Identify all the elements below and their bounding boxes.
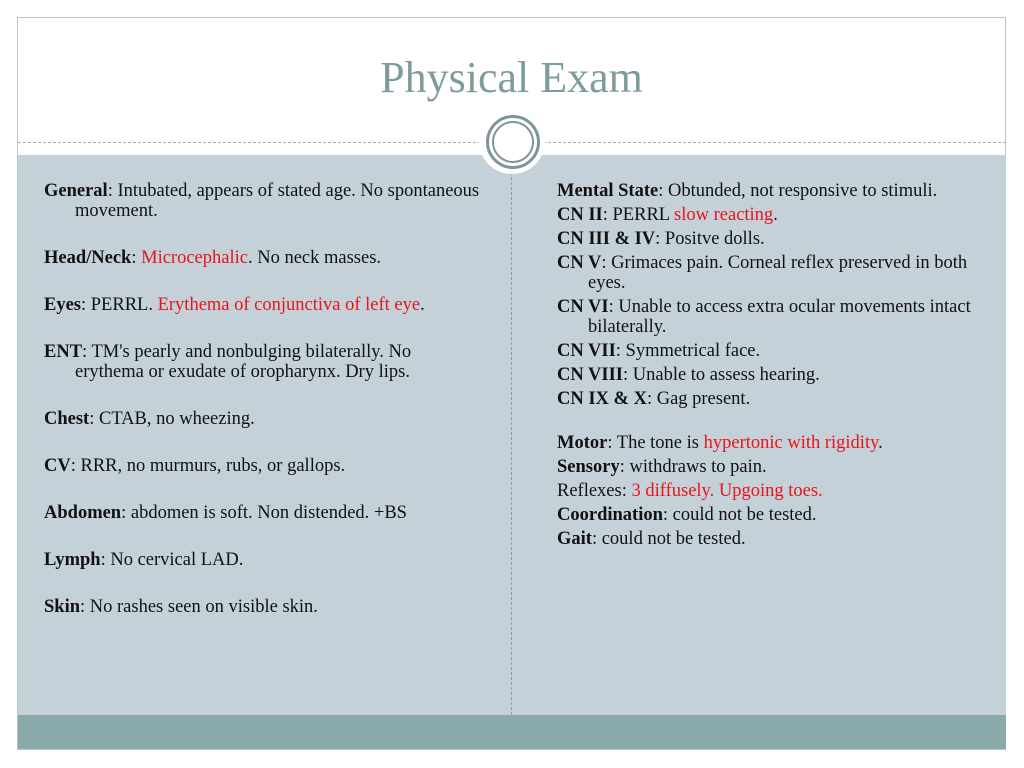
- finding-highlight: Microcephalic: [141, 248, 248, 268]
- exam-item-text: : RRR, no murmurs, rubs, or gallops.: [70, 456, 346, 476]
- inner-ring-icon: [492, 121, 534, 163]
- exam-item-ent: [44, 342, 484, 382]
- exam-item-label: CN VIII: [557, 365, 623, 385]
- exam-item-label: Skin: [44, 597, 81, 617]
- exam-item-text: : Positve dolls.: [655, 229, 765, 249]
- exam-item-motor: [557, 433, 987, 453]
- exam-item-text: .: [773, 205, 778, 225]
- exam-item-cn-vi: [557, 297, 987, 337]
- exam-item-gait: [557, 529, 987, 549]
- exam-item-cv: [44, 456, 484, 476]
- exam-item-label: CN VI: [557, 297, 609, 317]
- column-divider: [511, 172, 512, 715]
- exam-item-label: Coordination: [557, 505, 663, 525]
- exam-item-text: :: [131, 248, 142, 268]
- exam-item-label: CN IX & X: [557, 389, 647, 409]
- exam-item-text: : PERRL: [602, 205, 675, 225]
- finding-highlight: slow reacting: [674, 205, 774, 225]
- exam-item-reflexes: [557, 481, 987, 501]
- finding-highlight: 3 diffusely. Upgoing toes.: [631, 481, 823, 501]
- exam-item-label: CV: [44, 456, 71, 476]
- exam-item-label: Eyes: [44, 295, 81, 315]
- exam-item-label: Motor: [557, 433, 608, 453]
- exam-item-label: Head/Neck: [44, 248, 132, 268]
- exam-item-sensory: [557, 457, 987, 477]
- exam-item-text: : could not be tested.: [662, 505, 817, 525]
- exam-item-label: Lymph: [44, 550, 101, 570]
- exam-item-text: : Intubated, appears of stated age. No spontaneous movement.: [75, 181, 480, 221]
- exam-item-text: .: [878, 433, 883, 453]
- exam-item-coordination: [557, 505, 987, 525]
- exam-item-general: [44, 181, 484, 221]
- exam-item-label: CN V: [557, 253, 602, 273]
- exam-item-text: : Unable to access extra ocular movements intact bilaterally.: [588, 297, 971, 337]
- exam-item-eyes: [44, 295, 484, 315]
- exam-item-label: General: [44, 181, 108, 201]
- left-column: [44, 181, 484, 644]
- right-column: [557, 181, 987, 553]
- exam-item-cn-iii-iv: [557, 229, 987, 249]
- exam-item-text: : Grimaces pain. Corneal reflex preserved in both eyes.: [588, 253, 968, 293]
- exam-item-text: : Gag present.: [646, 389, 751, 409]
- exam-item-text: : The tone is: [607, 433, 704, 453]
- finding-highlight: Erythema of conjunctiva of left eye: [157, 295, 421, 315]
- exam-item-text: Reflexes:: [557, 481, 632, 501]
- exam-item-cn-v: [557, 253, 987, 293]
- exam-item-text: : Symmetrical face.: [615, 341, 761, 361]
- exam-item-label: Sensory: [557, 457, 620, 477]
- exam-item-chest: [44, 409, 484, 429]
- exam-item-label: Mental State: [557, 181, 659, 201]
- exam-item-mental-state: [557, 181, 987, 201]
- exam-item-text: : Obtunded, not responsive to stimuli.: [658, 181, 938, 201]
- exam-item-cn-ix-x: [557, 389, 987, 409]
- slide-title: Physical Exam: [380, 53, 643, 102]
- exam-item-text: : Unable to assess hearing.: [622, 365, 820, 385]
- exam-item-text: : No rashes seen on visible skin.: [80, 597, 318, 617]
- exam-item-skin: [44, 597, 484, 617]
- exam-item-abdomen: [44, 503, 484, 523]
- exam-item-label: ENT: [44, 342, 83, 362]
- exam-item-label: CN II: [557, 205, 603, 225]
- exam-item-label: CN III & IV: [557, 229, 656, 249]
- exam-item-cn-ii: [557, 205, 987, 225]
- exam-item-text: : CTAB, no wheezing.: [89, 409, 255, 429]
- exam-item-text: : No cervical LAD.: [100, 550, 244, 570]
- footer-bar: [18, 715, 1006, 749]
- exam-item-text: : abdomen is soft. Non distended. +BS: [121, 503, 407, 523]
- exam-item-label: Gait: [557, 529, 592, 549]
- exam-item-text: : could not be tested.: [591, 529, 746, 549]
- exam-item-label: CN VII: [557, 341, 616, 361]
- exam-item-lymph: [44, 550, 484, 570]
- exam-item-text: . No neck masses.: [247, 248, 382, 268]
- exam-item-text: .: [420, 295, 425, 315]
- exam-item-head-neck: [44, 248, 484, 268]
- finding-highlight: hypertonic with rigidity: [703, 433, 879, 453]
- exam-item-text: : TM's pearly and nonbulging bilaterally. No erythema or exudate of oropharynx. Dry lips.: [75, 342, 412, 382]
- exam-item-text: : withdraws to pain.: [619, 457, 767, 477]
- exam-item-label: Chest: [44, 409, 90, 429]
- exam-item-label: Abdomen: [44, 503, 122, 523]
- exam-item-cn-viii: [557, 365, 987, 385]
- exam-item-cn-vii: [557, 341, 987, 361]
- exam-item-text: : PERRL.: [81, 295, 158, 315]
